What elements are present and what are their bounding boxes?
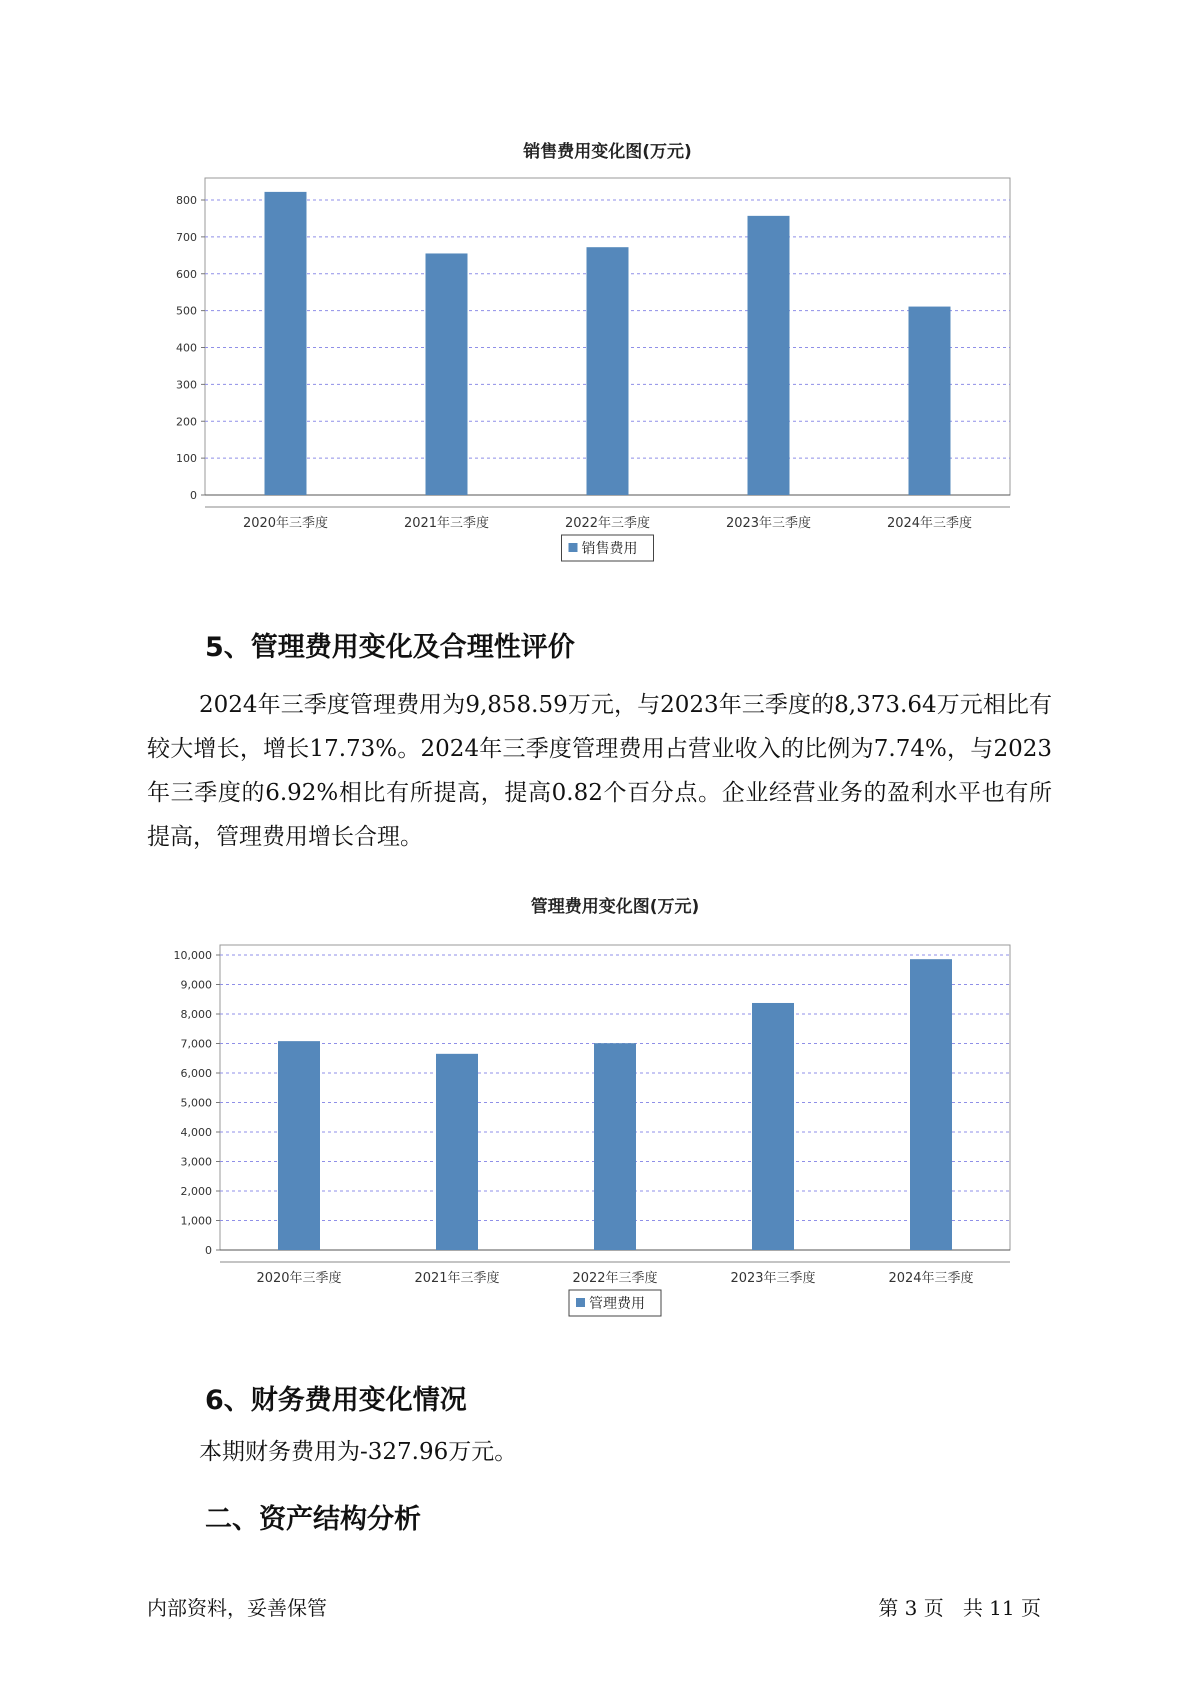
- legend-swatch: [569, 543, 578, 552]
- bar: [436, 1054, 478, 1250]
- x-tick-label: 2021年三季度: [414, 1271, 500, 1286]
- bar: [748, 216, 790, 495]
- bar: [594, 1043, 636, 1250]
- y-tick-label: 100: [176, 452, 197, 466]
- y-tick-label: 300: [176, 378, 197, 392]
- bar: [910, 959, 952, 1250]
- chart-title: 管理费用变化图(万元): [530, 897, 700, 917]
- section5-paragraph: 2024年三季度管理费用为9,858.59万元，与2023年三季度的8,373.64万元相比有较大增长，增长17.73%。2024年三季度管理费用占营业收入的比例为7.74%，与2023年三季度的6.92%相比有所提高，提高0.82个百分点。企业经营业务的盈利水平也有所提高，管理费用增长合理。: [147, 692, 1052, 850]
- legend-label: 管理费用: [589, 1296, 645, 1312]
- bar: [265, 192, 307, 495]
- bar: [752, 1003, 794, 1250]
- y-tick-label: 8,000: [180, 1008, 212, 1021]
- y-tick-label: 4,000: [180, 1126, 212, 1139]
- y-tick-label: 10,000: [173, 949, 212, 962]
- bar: [909, 307, 951, 495]
- x-tick-label: 2024年三季度: [888, 1271, 974, 1286]
- x-tick-label: 2021年三季度: [403, 516, 490, 531]
- y-tick-label: 0: [190, 489, 197, 502]
- y-tick-label: 0: [205, 1244, 212, 1257]
- bar: [426, 253, 468, 495]
- y-tick-label: 3,000: [180, 1155, 212, 1169]
- x-tick-label: 2022年三季度: [572, 1271, 658, 1286]
- y-tick-label: 400: [176, 341, 197, 355]
- section6-paragraph: 本期财务费用为-327.96万元。: [199, 1439, 518, 1465]
- y-tick-label: 800: [176, 194, 197, 207]
- sales-expense-chart: [150, 140, 1050, 590]
- y-tick-label: 200: [176, 415, 197, 429]
- x-tick-label: 2020年三季度: [256, 1271, 342, 1286]
- x-tick-label: 2022年三季度: [564, 516, 651, 531]
- y-tick-label: 600: [176, 267, 197, 281]
- x-tick-label: 2023年三季度: [725, 516, 812, 531]
- sales-expense-chart-svg: [150, 140, 1050, 590]
- legend-label: 销售费用: [581, 541, 638, 557]
- legend-swatch: [576, 1298, 585, 1307]
- y-tick-label: 2,000: [180, 1185, 212, 1198]
- y-tick-label: 6,000: [180, 1067, 212, 1080]
- y-tick-label: 7,000: [180, 1037, 212, 1051]
- footer-left: 内部资料，妥善保管: [147, 1596, 327, 1620]
- section-two-heading: 二、资产结构分析: [205, 1504, 421, 1535]
- x-tick-label: 2020年三季度: [242, 516, 329, 531]
- y-tick-label: 500: [176, 304, 197, 318]
- bar: [278, 1041, 320, 1250]
- footer-right: 第 3 页 共 11 页: [878, 1596, 1041, 1620]
- bar: [587, 247, 629, 495]
- y-tick-label: 1,000: [180, 1214, 212, 1228]
- chart-title: 销售费用变化图(万元): [523, 142, 692, 162]
- x-tick-label: 2023年三季度: [730, 1271, 816, 1286]
- y-tick-label: 5,000: [180, 1096, 212, 1110]
- y-tick-label: 700: [176, 230, 197, 244]
- admin-expense-chart: [150, 895, 1050, 1345]
- section5-heading: 5、管理费用变化及合理性评价: [205, 632, 575, 663]
- admin-expense-chart-svg: [150, 895, 1050, 1345]
- y-tick-label: 9,000: [180, 978, 212, 992]
- x-tick-label: 2024年三季度: [886, 516, 973, 531]
- section6-heading: 6、财务费用变化情况: [205, 1385, 467, 1416]
